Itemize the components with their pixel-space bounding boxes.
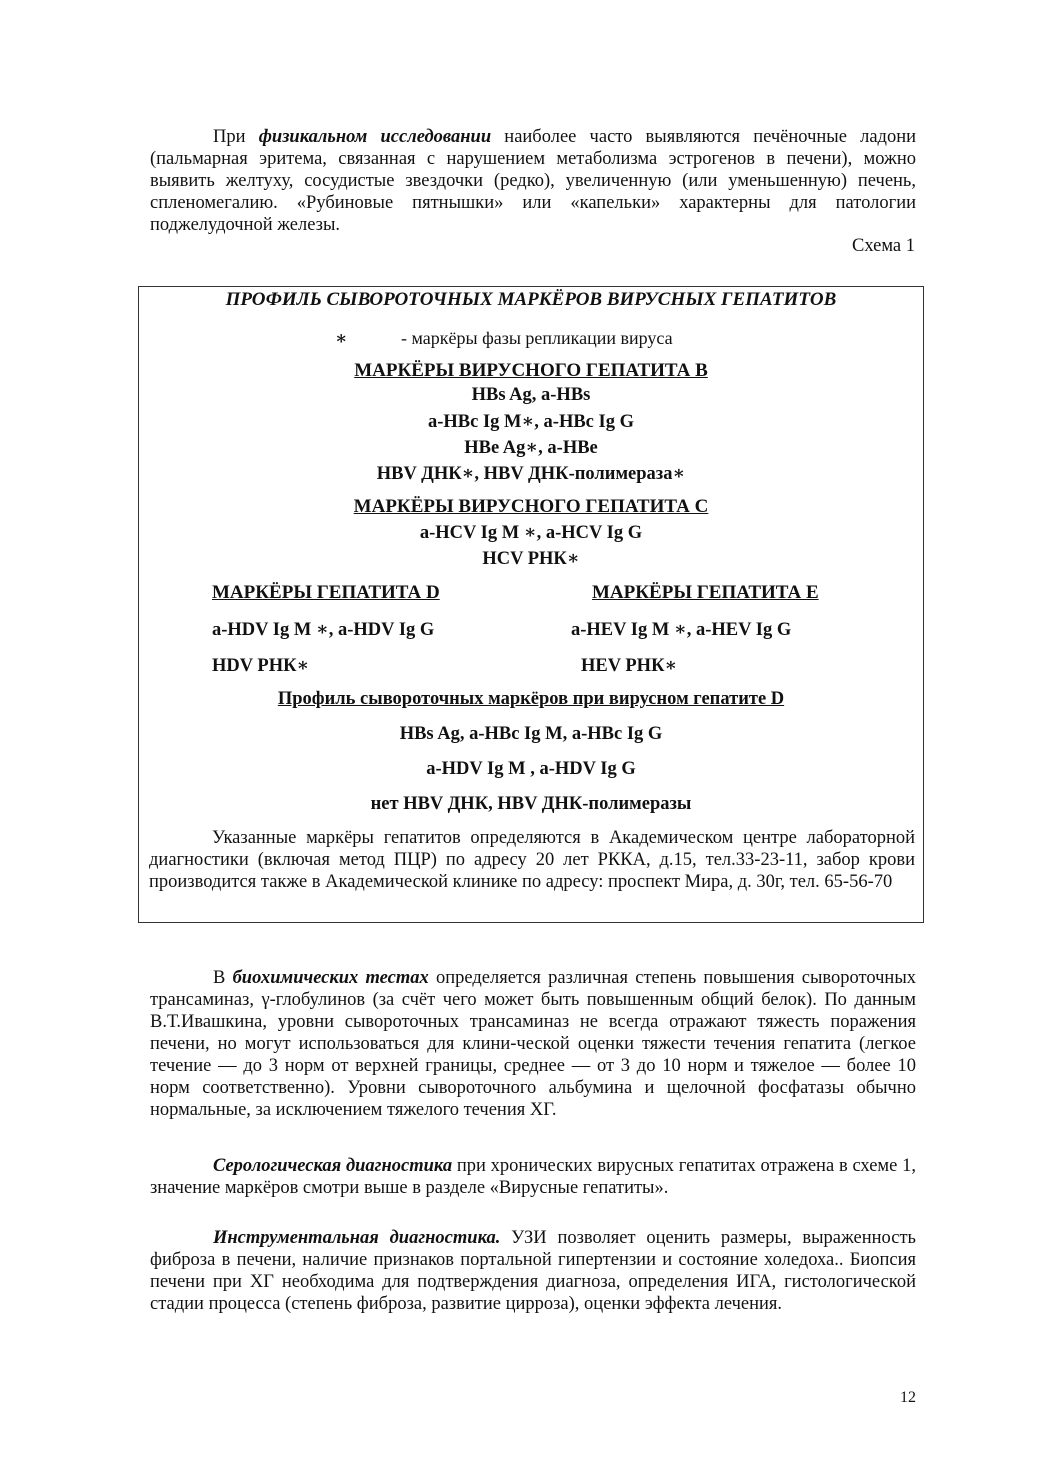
page-number: 12: [900, 1389, 916, 1406]
biochem-term: биохимических тестах: [232, 968, 429, 988]
hep-e-line: a-HEV Ig M ∗, a-HEV Ig G: [571, 620, 792, 640]
intro-paragraph: [150, 126, 916, 236]
serology-term: Серологическая диагностика: [213, 1156, 453, 1176]
biochem-lead: В: [213, 968, 233, 988]
hep-b-header: МАРКЁРЫ ВИРУСНОГО ГЕПАТИТА В: [354, 360, 708, 381]
intro-term: физикальном исследовании: [258, 127, 492, 147]
legend-text: - маркёры фазы репликации вируса: [401, 328, 673, 348]
biochem-paragraph: [150, 967, 916, 1121]
serology-text: при хронических вирусных гепатитах отражена в схеме 1, значение маркёров смотри выше в разделе «Вирусные гепатиты».: [150, 1156, 916, 1198]
hep-b-line: HBV ДНК∗, HBV ДНК-полимераза∗: [376, 464, 686, 484]
scheme-box: [138, 286, 924, 923]
legend-symbol: ∗: [335, 328, 348, 348]
intro-lead: При: [213, 127, 259, 147]
biochem-text: определяется различная степень повышения сывороточных трансаминаз, γ-глобулинов (за счёт чего может быть повышенным общий белок). По данным В.Т.Ивашкина, уровни сывороточных трансаминаз не всегда отражают тяжесть поражения печени, но могут использоваться для клини-ческой оценки тяжести течения гепатита (легкое течение — до 3 норм от верхней границы, среднее — от 3 до 10 норм и тяжелое — более 10 норм соответственно). Уровни сывороточного альбумина и щелочной фосфатазы обычно нормальные, за исключением тяжелого течения ХГ.: [150, 968, 916, 1120]
scheme-note: Указанные маркёры гепатитов определяются в Академическом центре лабораторной диагностики (включая метод ПЦР) по адресу 20 лет РККА, д.15, тел.33-23-11, забор крови производится также в Академической клинике по адресу: проспект Мира, д. 30г, тел. 65-56-70: [149, 828, 915, 892]
hep-c-line: a-HCV Ig M ∗, a-HCV Ig G: [419, 523, 643, 543]
instrumental-term: Инструментальная диагностика.: [213, 1228, 501, 1248]
hep-e-header: МАРКЁРЫ ГЕПАТИТА Е: [592, 582, 819, 603]
hep-d-line: HDV РНК∗: [212, 656, 310, 676]
scheme-title: ПРОФИЛЬ СЫВОРОТОЧНЫХ МАРКЁРОВ ВИРУСНЫХ ГЕПАТИТОВ: [225, 289, 837, 310]
hep-b-line: HBe Ag∗, a-HBe: [464, 438, 598, 458]
hep-d-header: МАРКЁРЫ ГЕПАТИТА D: [212, 582, 440, 603]
serology-paragraph: [150, 1155, 916, 1199]
hep-d-line: a-HDV Ig M ∗, a-HDV Ig G: [212, 620, 435, 640]
instrumental-paragraph: [150, 1227, 916, 1315]
hep-e-line: HEV РНК∗: [581, 656, 678, 676]
profile-d-header: Профиль сывороточных маркёров при вирусном гепатите D: [277, 689, 785, 709]
hep-b-line: HBs Ag, a-HBs: [471, 385, 591, 405]
profile-d-line: a-HDV Ig M , a-HDV Ig G: [426, 759, 636, 779]
hep-b-line: a-HBc Ig M∗, a-HBc Ig G: [428, 412, 634, 432]
profile-d-line: нет HBV ДНК, HBV ДНК-полимеразы: [370, 794, 692, 814]
profile-d-line: HBs Ag, a-HBc Ig M, a-HBc Ig G: [399, 724, 663, 744]
hep-c-header: МАРКЁРЫ ВИРУСНОГО ГЕПАТИТА С: [353, 496, 709, 517]
scheme-label: Схема 1: [851, 236, 915, 256]
intro-text: наиболее часто выявляются печёночные ладони (пальмарная эритема, связанная с нарушением метаболизма эстрогенов в печени), можно выявить желтуху, сосудистые звездочки (редко), увеличенную (или уменьшенную) печень, спленомегалию. «Рубиновые пятнышки» или «капельки» характерны для патологии поджелудочной железы.: [150, 127, 916, 235]
instrumental-text: УЗИ позволяет оценить размеры, выраженность фиброза в печени, наличие признаков портальной гипертензии и состояние холедоха.. Биопсия печени при ХГ необходима для подтверждения диагноза, определения ИГА, гистологической стадии процесса (степень фиброза, развитие цирроза), оценки эффекта лечения.: [150, 1228, 916, 1314]
hep-c-line: HCV РНК∗: [482, 549, 580, 569]
